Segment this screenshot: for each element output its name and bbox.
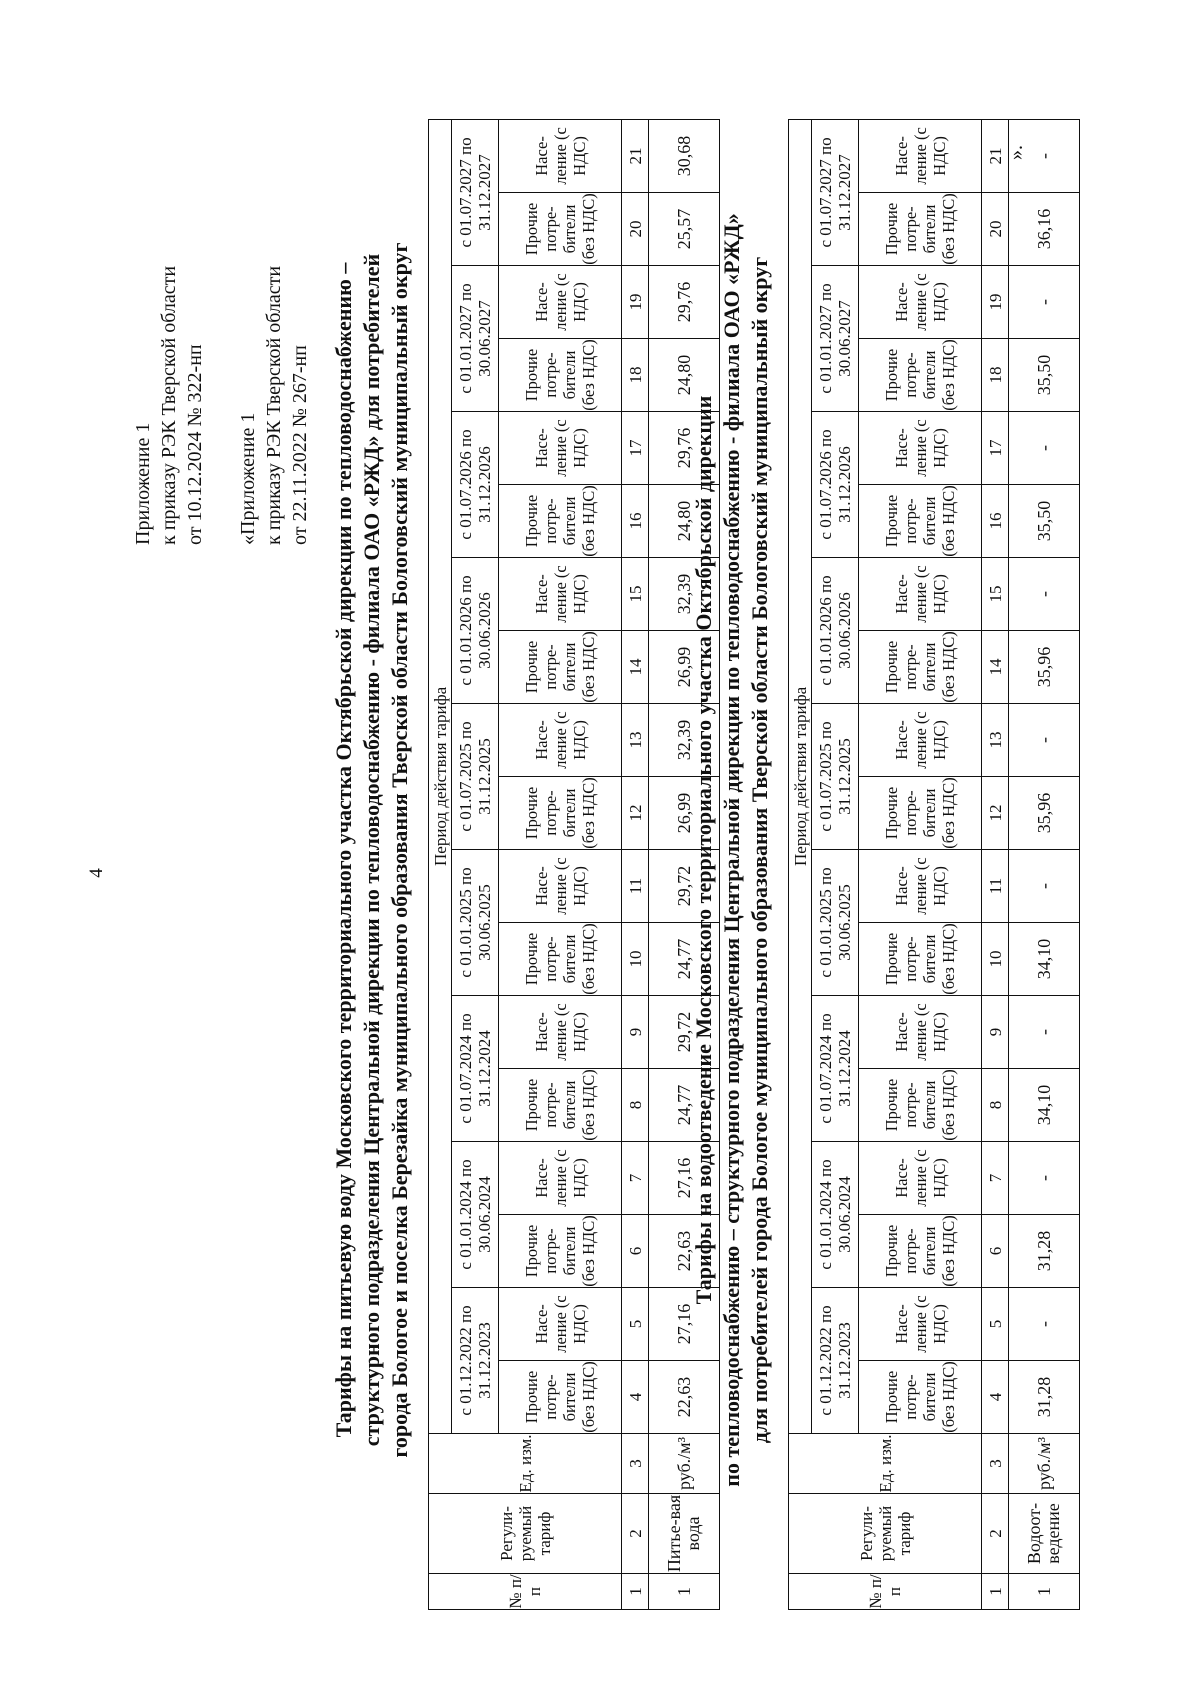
appendix-current-line1: Приложение 1 bbox=[132, 422, 154, 545]
tariff-value: 27,16 bbox=[649, 1142, 720, 1215]
column-number: 19 bbox=[982, 266, 1009, 339]
table-row bbox=[1009, 119, 1080, 1609]
column-number: 5 bbox=[982, 1288, 1009, 1361]
table1-title-line: структурного подразделения Центральной дирекции по тепловодоснабжению - филиала ОАО «РЖД» для потребителей bbox=[359, 253, 384, 1447]
table2-title-line: Тарифы на водоотведение Московского территориального участка Октябрьской дирекции bbox=[691, 395, 716, 1305]
tariff-value: 29,76 bbox=[649, 266, 720, 339]
unit-header: Ед. изм. bbox=[789, 1434, 982, 1494]
tariff-value: 22,63 bbox=[649, 1361, 720, 1434]
tariff-value: - bbox=[1009, 412, 1080, 485]
column-number: 6 bbox=[982, 1215, 1009, 1288]
consumer-other-header: Прочие потре-бители (без НДС) bbox=[859, 339, 982, 412]
column-number: 19 bbox=[622, 266, 649, 339]
page-number: 4 bbox=[85, 868, 107, 878]
table2-title-line: для потребителей города Бологое муниципального образования Тверской области Бологовский муниципальный округ bbox=[747, 256, 772, 1444]
tariff-value: 29,76 bbox=[649, 412, 720, 485]
tariff-value: 35,96 bbox=[1009, 777, 1080, 850]
column-number: 20 bbox=[622, 193, 649, 266]
appendix-previous bbox=[235, 266, 313, 545]
tariff-value: 34,10 bbox=[1009, 1069, 1080, 1142]
appendix-previous-line3: от 22.11.2022 № 267-нп bbox=[289, 345, 311, 545]
tariff-value: - bbox=[1009, 119, 1080, 192]
period-dates: с 01.01.2027 по 30.06.2027 bbox=[452, 266, 499, 412]
tariff-value: - bbox=[1009, 558, 1080, 631]
tariff-value: - bbox=[1009, 996, 1080, 1069]
consumer-other-header: Прочие потре-бители (без НДС) bbox=[499, 339, 622, 412]
tariff-value: 29,72 bbox=[649, 850, 720, 923]
consumer-population-header: Насе-ление (с НДС) bbox=[499, 704, 622, 777]
unit-header: Ед. изм. bbox=[429, 1434, 622, 1494]
consumer-population-header: Насе-ление (с НДС) bbox=[499, 996, 622, 1069]
tariff-value: - bbox=[1009, 1142, 1080, 1215]
period-dates: с 01.01.2026 по 30.06.2026 bbox=[812, 558, 859, 704]
column-number: 12 bbox=[622, 777, 649, 850]
tariff-value: 32,39 bbox=[649, 704, 720, 777]
tariff-header: Регули-руемый тариф bbox=[429, 1494, 622, 1574]
tariff-value: 25,57 bbox=[649, 193, 720, 266]
consumer-population-header: Насе-ление (с НДС) bbox=[859, 850, 982, 923]
period-dates: с 01.12.2022 по 31.12.2023 bbox=[812, 1288, 859, 1434]
column-number: 4 bbox=[982, 1361, 1009, 1434]
column-number: 3 bbox=[982, 1434, 1009, 1494]
tariff-header: Регули-руемый тариф bbox=[789, 1494, 982, 1574]
wastewater-tariff-table bbox=[788, 119, 1080, 1610]
tariff-value: 31,28 bbox=[1009, 1361, 1080, 1434]
column-number: 18 bbox=[982, 339, 1009, 412]
tariff-value: 31,28 bbox=[1009, 1215, 1080, 1288]
consumer-other-header: Прочие потре-бители (без НДС) bbox=[859, 485, 982, 558]
column-number: 5 bbox=[622, 1288, 649, 1361]
column-number: 4 bbox=[622, 1361, 649, 1434]
row-unit: руб./м³ bbox=[649, 1434, 720, 1494]
period-dates: с 01.01.2024 по 30.06.2024 bbox=[452, 1142, 499, 1288]
consumer-population-header: Насе-ление (с НДС) bbox=[499, 1142, 622, 1215]
period-dates: с 01.01.2024 по 30.06.2024 bbox=[812, 1142, 859, 1288]
landscape-content bbox=[60, 90, 1120, 1610]
consumer-other-header: Прочие потре-бители (без НДС) bbox=[859, 1361, 982, 1434]
tariff-value: 22,63 bbox=[649, 1215, 720, 1288]
tariff-value: - bbox=[1009, 704, 1080, 777]
tariff-value: 27,16 bbox=[649, 1288, 720, 1361]
period-dates: с 01.07.2024 по 31.12.2024 bbox=[812, 996, 859, 1142]
consumer-population-header: Насе-ление (с НДС) bbox=[859, 1288, 982, 1361]
tariff-value: 24,77 bbox=[649, 1069, 720, 1142]
column-number: 17 bbox=[622, 412, 649, 485]
consumer-other-header: Прочие потре-бители (без НДС) bbox=[499, 1069, 622, 1142]
tariff-value: - bbox=[1009, 1288, 1080, 1361]
column-number: 17 bbox=[982, 412, 1009, 485]
period-header: Период действия тарифа bbox=[789, 119, 812, 1433]
appendix-previous-line1: «Приложение 1 bbox=[237, 412, 259, 545]
tariff-value: 24,80 bbox=[649, 339, 720, 412]
consumer-population-header: Насе-ление (с НДС) bbox=[499, 558, 622, 631]
appendix-current-line3: от 10.12.2024 № 322-нп bbox=[184, 344, 206, 545]
row-number: 1 bbox=[1009, 1574, 1080, 1610]
period-dates: с 01.07.2026 по 31.12.2026 bbox=[452, 412, 499, 558]
tariff-value: 30,68 bbox=[649, 119, 720, 192]
consumer-population-header: Насе-ление (с НДС) bbox=[859, 1142, 982, 1215]
consumer-other-header: Прочие потре-бители (без НДС) bbox=[859, 193, 982, 266]
period-dates: с 01.07.2025 по 31.12.2025 bbox=[812, 704, 859, 850]
appendix-current bbox=[130, 266, 208, 545]
period-dates: с 01.01.2025 по 30.06.2025 bbox=[812, 850, 859, 996]
consumer-population-header: Насе-ление (с НДС) bbox=[859, 996, 982, 1069]
period-dates: с 01.07.2025 по 31.12.2025 bbox=[452, 704, 499, 850]
row-number: 1 bbox=[649, 1574, 720, 1610]
table2-title bbox=[690, 90, 774, 1610]
column-number: 6 bbox=[622, 1215, 649, 1288]
tariff-value: 34,10 bbox=[1009, 923, 1080, 996]
consumer-other-header: Прочие потре-бители (без НДС) bbox=[859, 1215, 982, 1288]
tariff-value: 26,99 bbox=[649, 777, 720, 850]
column-number: 16 bbox=[982, 485, 1009, 558]
consumer-other-header: Прочие потре-бители (без НДС) bbox=[499, 1361, 622, 1434]
consumer-population-header: Насе-ление (с НДС) bbox=[499, 1288, 622, 1361]
column-number: 21 bbox=[622, 119, 649, 192]
consumer-population-header: Насе-ление (с НДС) bbox=[499, 412, 622, 485]
column-number: 18 bbox=[622, 339, 649, 412]
column-number: 2 bbox=[982, 1494, 1009, 1574]
tariff-value: 26,99 bbox=[649, 631, 720, 704]
period-dates: с 01.07.2027 по 31.12.2027 bbox=[452, 119, 499, 265]
period-dates: с 01.01.2026 по 30.06.2026 bbox=[452, 558, 499, 704]
column-number: 7 bbox=[622, 1142, 649, 1215]
consumer-other-header: Прочие потре-бители (без НДС) bbox=[859, 777, 982, 850]
appendix-previous-line2: к приказу РЭК Тверской области bbox=[263, 265, 285, 545]
column-number: 10 bbox=[982, 923, 1009, 996]
consumer-other-header: Прочие потре-бители (без НДС) bbox=[499, 1215, 622, 1288]
column-number: 1 bbox=[622, 1574, 649, 1610]
column-number: 8 bbox=[982, 1069, 1009, 1142]
consumer-population-header: Насе-ление (с НДС) bbox=[859, 558, 982, 631]
column-number: 14 bbox=[982, 631, 1009, 704]
closing-quote: ». bbox=[1005, 145, 1027, 160]
column-number: 12 bbox=[982, 777, 1009, 850]
consumer-population-header: Насе-ление (с НДС) bbox=[859, 704, 982, 777]
consumer-other-header: Прочие потре-бители (без НДС) bbox=[859, 923, 982, 996]
column-number: 21 bbox=[982, 119, 1009, 192]
tariff-value: 35,50 bbox=[1009, 339, 1080, 412]
consumer-other-header: Прочие потре-бители (без НДС) bbox=[499, 777, 622, 850]
column-number: 20 bbox=[982, 193, 1009, 266]
consumer-population-header: Насе-ление (с НДС) bbox=[499, 850, 622, 923]
consumer-other-header: Прочие потре-бители (без НДС) bbox=[499, 485, 622, 558]
consumer-population-header: Насе-ление (с НДС) bbox=[499, 119, 622, 192]
column-number: 3 bbox=[622, 1434, 649, 1494]
consumer-population-header: Насе-ление (с НДС) bbox=[859, 266, 982, 339]
column-number: 9 bbox=[982, 996, 1009, 1069]
tariff-value: 36,16 bbox=[1009, 193, 1080, 266]
table1-title-line: города Бологое и поселка Березайка муниципального образования Тверской области Бологовский муниципальный округ bbox=[387, 242, 412, 1458]
consumer-population-header: Насе-ление (с НДС) bbox=[859, 119, 982, 192]
table1-title bbox=[330, 90, 414, 1610]
tariff-value: 24,80 bbox=[649, 485, 720, 558]
row-unit: руб./м³ bbox=[1009, 1434, 1080, 1494]
consumer-other-header: Прочие потре-бители (без НДС) bbox=[859, 1069, 982, 1142]
tariff-value: 29,72 bbox=[649, 996, 720, 1069]
tariff-value: 32,39 bbox=[649, 558, 720, 631]
period-dates: с 01.07.2024 по 31.12.2024 bbox=[452, 996, 499, 1142]
column-number: 10 bbox=[622, 923, 649, 996]
appendix-current-line2: к приказу РЭК Тверской области bbox=[158, 265, 180, 545]
column-number: 15 bbox=[622, 558, 649, 631]
tariff-value: - bbox=[1009, 850, 1080, 923]
column-number: 11 bbox=[982, 850, 1009, 923]
consumer-other-header: Прочие потре-бители (без НДС) bbox=[859, 631, 982, 704]
num-header: № п/п bbox=[429, 1574, 622, 1610]
tariff-value: 24,77 bbox=[649, 923, 720, 996]
column-number: 15 bbox=[982, 558, 1009, 631]
drinking-water-tariff-table bbox=[428, 119, 720, 1610]
row-tariff-name: Питье-вая вода bbox=[649, 1494, 720, 1574]
consumer-other-header: Прочие потре-бители (без НДС) bbox=[499, 631, 622, 704]
tariff-value: - bbox=[1009, 266, 1080, 339]
period-dates: с 01.07.2026 по 31.12.2026 bbox=[812, 412, 859, 558]
column-number: 8 bbox=[622, 1069, 649, 1142]
column-number: 1 bbox=[982, 1574, 1009, 1610]
column-number: 13 bbox=[982, 704, 1009, 777]
column-number: 16 bbox=[622, 485, 649, 558]
period-dates: с 01.12.2022 по 31.12.2023 bbox=[452, 1288, 499, 1434]
column-number: 13 bbox=[622, 704, 649, 777]
tariff-value: 35,96 bbox=[1009, 631, 1080, 704]
period-header: Период действия тарифа bbox=[429, 119, 452, 1433]
column-number: 2 bbox=[622, 1494, 649, 1574]
table1-title-line: Тарифы на питьевую воду Московского территориального участка Октябрьской дирекции по тепловодоснабжению – bbox=[331, 262, 356, 1438]
period-dates: с 01.01.2027 по 30.06.2027 bbox=[812, 266, 859, 412]
row-tariff-name: Водоот-ведение bbox=[1009, 1494, 1080, 1574]
column-number: 14 bbox=[622, 631, 649, 704]
tariff-value: 35,50 bbox=[1009, 485, 1080, 558]
consumer-population-header: Насе-ление (с НДС) bbox=[499, 266, 622, 339]
period-dates: с 01.01.2025 по 30.06.2025 bbox=[452, 850, 499, 996]
consumer-other-header: Прочие потре-бители (без НДС) bbox=[499, 193, 622, 266]
column-number: 7 bbox=[982, 1142, 1009, 1215]
consumer-other-header: Прочие потре-бители (без НДС) bbox=[499, 923, 622, 996]
table2-title-line: по тепловодоснабжению – структурного подразделения Центральной дирекции по тепловодоснабжению - филиала ОАО «РЖД» bbox=[719, 213, 744, 1487]
num-header: № п/п bbox=[789, 1574, 982, 1610]
column-number: 11 bbox=[622, 850, 649, 923]
column-number: 9 bbox=[622, 996, 649, 1069]
consumer-population-header: Насе-ление (с НДС) bbox=[859, 412, 982, 485]
period-dates: с 01.07.2027 по 31.12.2027 bbox=[812, 119, 859, 265]
